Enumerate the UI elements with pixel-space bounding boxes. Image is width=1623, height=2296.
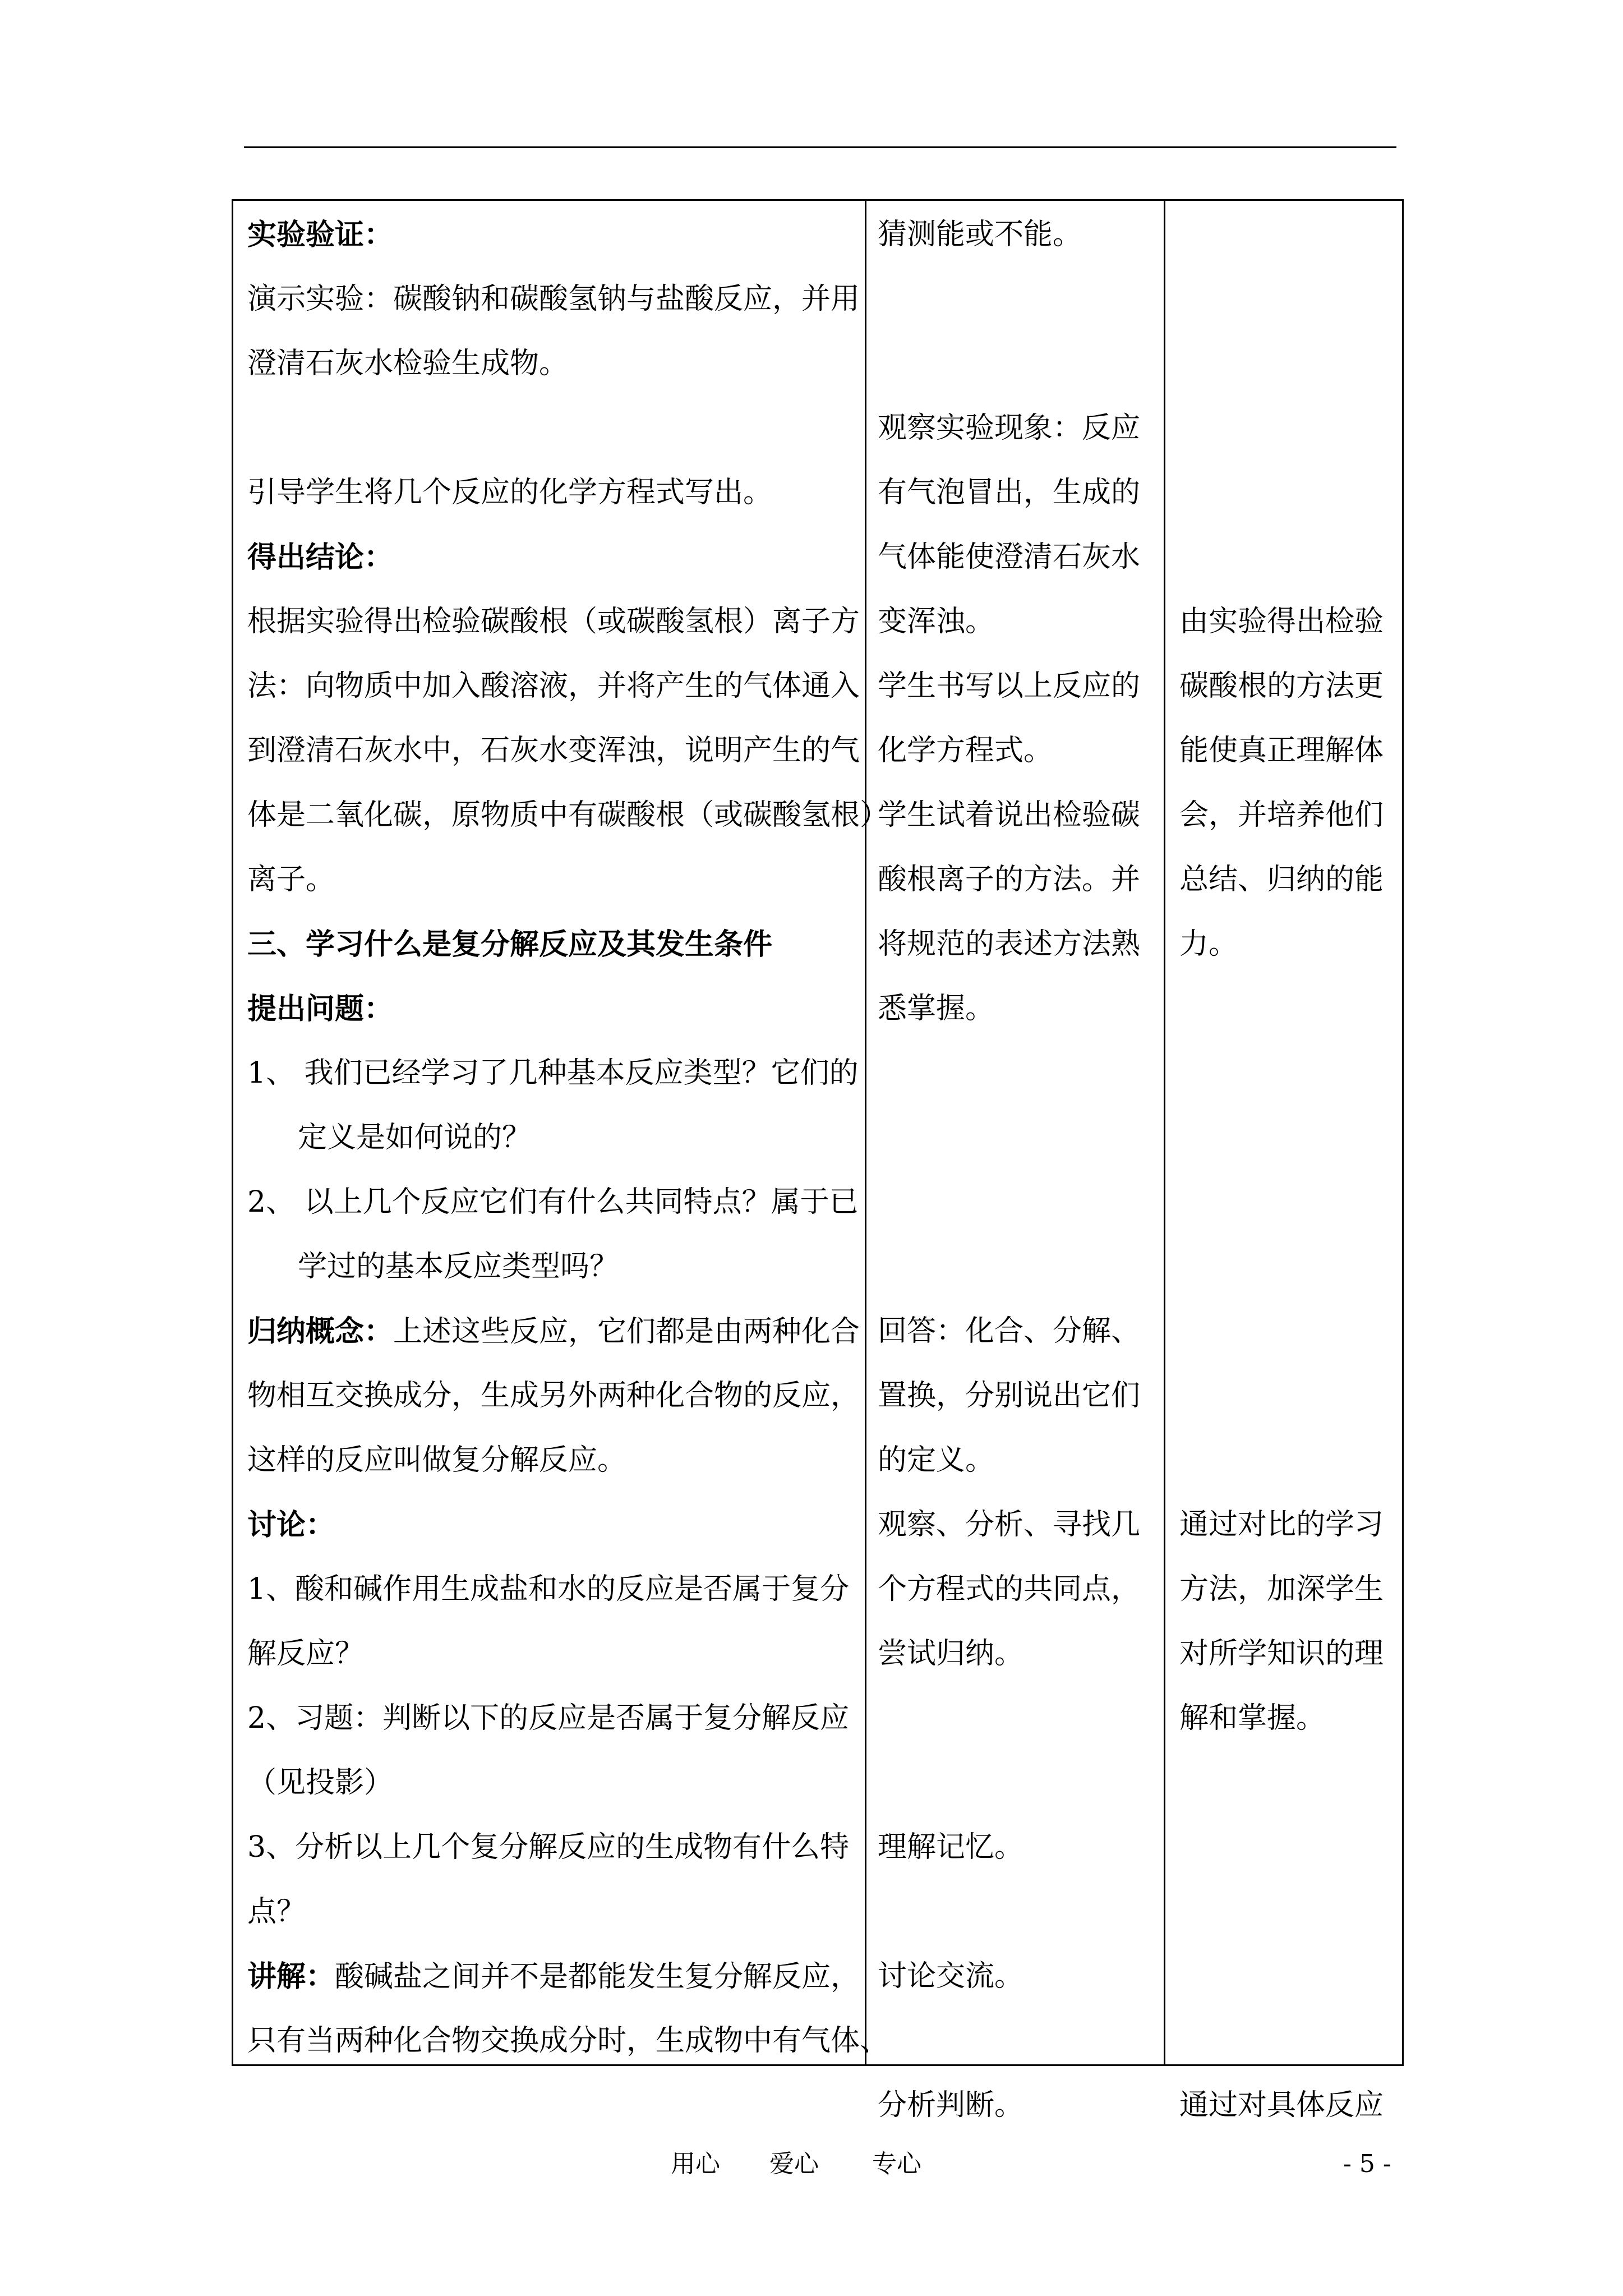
text-line: 学生书写以上反应的	[878, 669, 1141, 703]
text-line	[1179, 461, 1398, 525]
column-divider-1	[865, 199, 866, 2066]
design-intent-column	[1179, 203, 1398, 2138]
text-line	[247, 654, 859, 719]
teacher-activity-column	[247, 203, 889, 2073]
text-line	[878, 1686, 1158, 1751]
bold-heading: 提出问题：	[247, 992, 394, 1026]
text-line	[1179, 1944, 1398, 2009]
text-line	[247, 525, 859, 590]
line-text: 学过的基本反应类型吗？	[298, 1250, 619, 1283]
text-line: 总结、归纳的能	[1179, 863, 1384, 896]
text-line: 会，并培养他们	[1179, 798, 1384, 832]
text-line	[247, 1235, 859, 1299]
text-line	[1179, 1364, 1398, 1428]
bold-heading: 三、学习什么是复分解反应及其发生条件	[247, 927, 773, 961]
text-line	[247, 1815, 859, 1880]
text-line	[1179, 1041, 1398, 1106]
line-text: 点？	[247, 1895, 306, 1929]
line-text: 1、酸和碱作用生成盐和水的反应是否属于复分	[247, 1572, 850, 1606]
text-line	[1179, 1106, 1398, 1170]
text-line: 碳酸根的方法更	[1179, 669, 1384, 703]
text-line	[247, 1622, 859, 1686]
line-text: 法：向物质中加入酸溶液，并将产生的气体通入	[247, 669, 860, 703]
line-text: 1、 我们已经学习了几种基本反应类型？它们的	[247, 1056, 859, 1090]
line-text: 体是二氧化碳，原物质中有碳酸根（或碳酸氢根）	[247, 798, 889, 832]
footer-word-1: 用心	[671, 2150, 720, 2178]
text-line	[247, 1880, 859, 1944]
bold-heading: 归纳概念：	[247, 1314, 394, 1349]
text-line: 分析判断。	[878, 2088, 1024, 2122]
text-line: 解和掌握。	[1179, 1701, 1326, 1735]
page-number: - 5 -	[1343, 2150, 1391, 2178]
text-line	[1179, 977, 1398, 1041]
text-line: 个方程式的共同点，	[878, 1572, 1141, 1606]
text-line	[247, 912, 859, 977]
text-line	[878, 2009, 1158, 2073]
bold-heading: 讲解：	[247, 1959, 335, 1994]
text-line	[1179, 1299, 1398, 1364]
text-line	[878, 1106, 1158, 1170]
text-line	[1179, 1428, 1398, 1493]
text-line: 讨论交流。	[878, 1959, 1024, 1993]
text-line	[247, 1493, 859, 1557]
text-line	[1179, 1815, 1398, 1880]
text-line: 能使真正理解体	[1179, 734, 1384, 767]
text-line	[1179, 1751, 1398, 1815]
line-text: 酸碱盐之间并不是都能发生复分解反应，	[335, 1960, 860, 1994]
text-line: 将规范的表述方法熟	[878, 927, 1141, 961]
line-text: 演示实验：碳酸钠和碳酸氢钠与盐酸反应，并用	[247, 282, 860, 316]
footer-word-3: 专心	[872, 2150, 921, 2178]
text-line	[878, 1751, 1158, 1815]
text-line	[247, 1299, 859, 1364]
text-line: 学生试着说出检验碳	[878, 798, 1141, 832]
text-line	[247, 848, 859, 912]
text-line: 酸根离子的方法。并	[878, 863, 1141, 896]
text-line	[247, 1686, 859, 1751]
text-line	[878, 1041, 1158, 1106]
line-text: 解反应？	[247, 1637, 365, 1671]
line-text: （见投影）	[247, 1766, 394, 1800]
text-line	[247, 1428, 859, 1493]
line-text: 离子。	[247, 863, 335, 896]
text-line: 力。	[1179, 927, 1238, 961]
text-line	[247, 1041, 859, 1106]
line-text: 上述这些反应，它们都是由两种化合	[393, 1315, 860, 1349]
text-line	[247, 461, 859, 525]
text-line	[247, 203, 859, 267]
text-line: 猜测能或不能。	[878, 218, 1082, 251]
text-line: 通过对比的学习	[1179, 1508, 1384, 1542]
text-line: 悉掌握。	[878, 992, 995, 1025]
line-text: 这样的反应叫做复分解反应。	[247, 1443, 627, 1477]
text-line	[878, 1170, 1158, 1235]
line-text: 澄清石灰水检验生成物。	[247, 347, 569, 380]
line-text: 2、习题：判断以下的反应是否属于复分解反应	[247, 1701, 850, 1735]
text-line	[247, 719, 859, 783]
column-divider-2	[1164, 199, 1165, 2066]
text-line	[247, 783, 889, 848]
text-line	[878, 267, 1158, 332]
line-text: 3、分析以上几个复分解反应的生成物有什么特	[247, 1830, 850, 1864]
text-line	[878, 1235, 1158, 1299]
line-text: 物相互交换成分，生成另外两种化合物的反应，	[247, 1379, 860, 1412]
text-line	[1179, 203, 1398, 267]
text-line	[1179, 332, 1398, 396]
text-line	[1179, 267, 1398, 332]
text-line	[247, 1170, 859, 1235]
text-line: 变浑浊。	[878, 605, 995, 638]
line-text: 根据实验得出检验碳酸根（或碳酸氢根）离子方	[247, 605, 860, 638]
text-line	[247, 1751, 859, 1815]
text-line	[247, 2009, 889, 2073]
text-line	[1179, 2009, 1398, 2073]
text-line: 对所学知识的理	[1179, 1637, 1384, 1671]
text-line: 有气泡冒出，生成的	[878, 476, 1141, 509]
text-line	[247, 332, 859, 396]
bold-heading: 讨论：	[247, 1508, 335, 1542]
text-line: 观察、分析、寻找几	[878, 1508, 1141, 1542]
footer-word-2: 爱心	[769, 2150, 819, 2178]
text-line	[1179, 525, 1398, 590]
header-rule	[244, 146, 1396, 148]
text-line: 观察实验现象：反应	[878, 411, 1141, 445]
text-line	[247, 1944, 859, 2009]
line-text: 到澄清石灰水中，石灰水变浑浊，说明产生的气	[247, 734, 860, 767]
text-line	[247, 267, 859, 332]
text-line	[1179, 1235, 1398, 1299]
text-line	[1179, 396, 1398, 461]
text-line: 回答：化合、分解、	[878, 1314, 1141, 1348]
text-line	[247, 590, 859, 654]
text-line: 理解记忆。	[878, 1830, 1024, 1864]
text-line	[247, 1106, 859, 1170]
text-line	[878, 332, 1158, 396]
text-line	[247, 1364, 859, 1428]
text-line: 方法，加深学生	[1179, 1572, 1384, 1606]
line-text: 定义是如何说的？	[298, 1121, 532, 1154]
bold-heading: 得出结论：	[247, 540, 394, 574]
line-text: 只有当两种化合物交换成分时，生成物中有气体、	[247, 2024, 889, 2058]
text-line	[878, 1880, 1158, 1944]
text-line: 的定义。	[878, 1443, 995, 1477]
text-line	[1179, 1170, 1398, 1235]
text-line: 置换，分别说出它们	[878, 1379, 1141, 1412]
text-line	[1179, 1880, 1398, 1944]
text-line	[247, 977, 859, 1041]
text-line: 化学方程式。	[878, 734, 1053, 767]
text-line: 气体能使澄清石灰水	[878, 540, 1141, 574]
line-text: 2、 以上几个反应它们有什么共同特点？属于已	[247, 1185, 859, 1219]
text-line	[247, 396, 859, 461]
student-activity-column	[878, 203, 1158, 2138]
text-line: 由实验得出检验	[1179, 605, 1384, 638]
line-text: 引导学生将几个反应的化学方程式写出。	[247, 476, 773, 509]
text-line: 通过对具体反应	[1179, 2088, 1384, 2122]
text-line: 尝试归纳。	[878, 1637, 1024, 1671]
bold-heading: 实验验证：	[247, 218, 394, 252]
text-line	[247, 1557, 859, 1622]
